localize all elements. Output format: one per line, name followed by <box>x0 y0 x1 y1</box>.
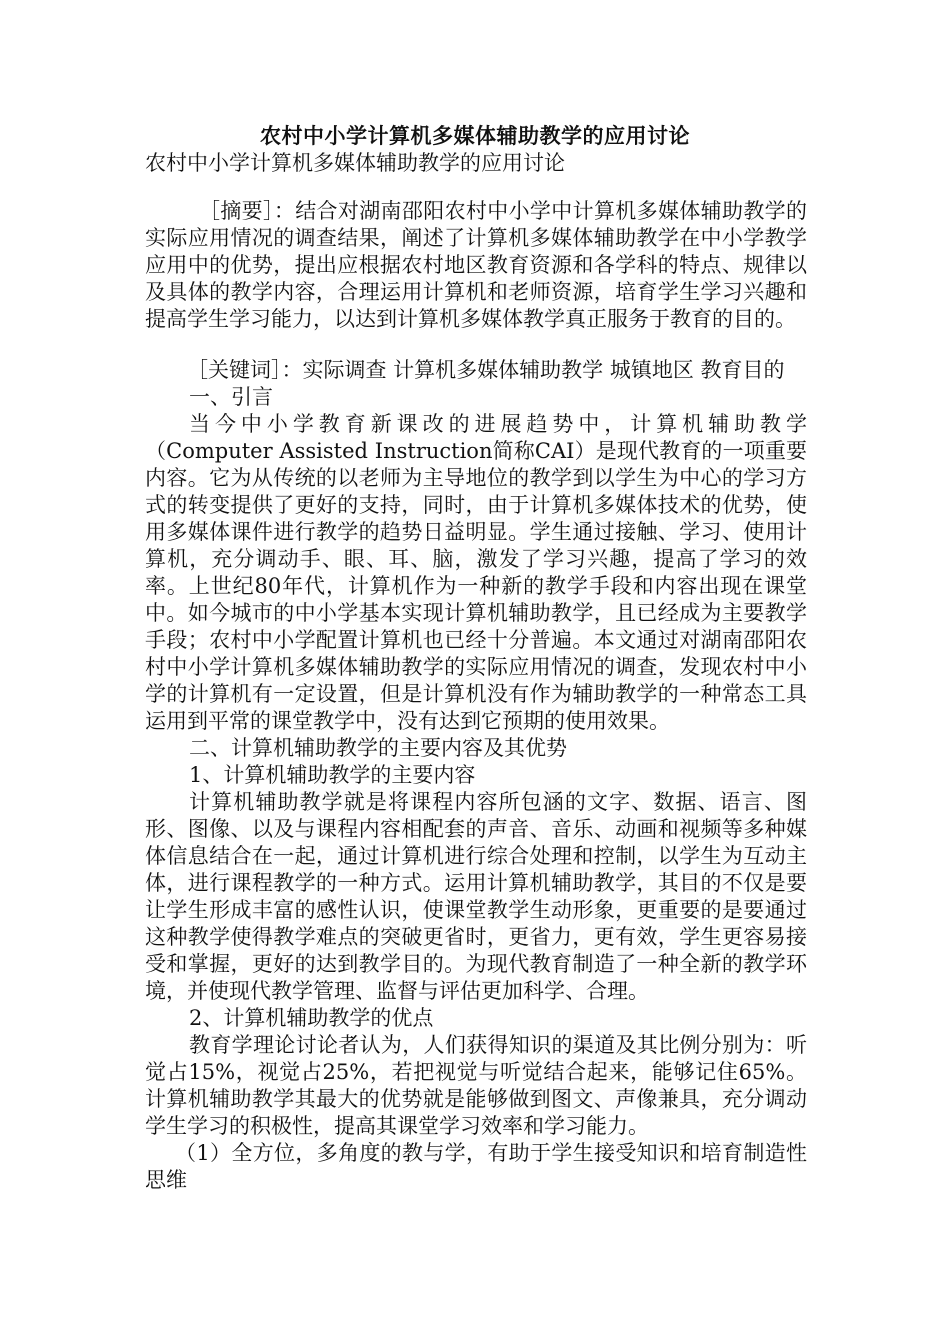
document-subtitle: 农村中小学计算机多媒体辅助教学的应用讨论 <box>145 151 565 175</box>
point-one-paragraph: （1）全方位，多角度的教与学，有助于学生接受知识和培育制造性思维 <box>145 1141 807 1192</box>
subsection-heading-cai-content: 1、计算机辅助教学的主要内容 <box>189 763 476 787</box>
section-heading-introduction: 一、引言 <box>189 385 273 409</box>
section-heading-cai-content-advantages: 二、计算机辅助教学的主要内容及其优势 <box>189 736 567 760</box>
subsection-heading-cai-advantages: 2、计算机辅助教学的优点 <box>189 1006 434 1030</box>
cai-content-paragraph: 计算机辅助教学就是将课程内容所包涵的文字、数据、语言、图形、图像、以及与课程内容相配套的声音、音乐、动画和视频等多种媒体信息结合在一起，通过计算机进行综合处理和控制，以学生为互动主体，进行课程教学的一种方式。运用计算机辅助教学，其目的不仅是要让学生形成丰富的感性认识，使课堂教学生动形象，更重要的是要通过这种教学使得教学难点的突破更省时，更省力，更有效，学生更容易接受和掌握，更好的达到教学目的。为现代教育制造了一种全新的教学环境，并使现代教学管理、监督与评估更加科学、合理。 <box>145 790 807 1003</box>
document-body <box>145 150 807 1194</box>
introduction-paragraph: 当今中小学教育新课改的进展趋势中，计算机辅助教学（Computer Assisted Instruction简称CAI）是现代教育的一项重要内容。它为从传统的以老师为主导地位的教学到以学生为中心的学习方式的转变提供了更好的支持，同时，由于计算机多媒体技术的优势，使用多媒体课件进行教学的趋势日益明显。学生通过接触、学习、使用计算机，充分调动手、眼、耳、脑，激发了学习兴趣，提高了学习的效率。上世纪80年代，计算机作为一种新的教学手段和内容出现在课堂中。如今城市的中小学基本实现计算机辅助教学，且已经成为主要教学手段；农村中小学配置计算机也已经十分普遍。本文通过对湖南邵阳农村中小学计算机多媒体辅助教学的实际应用情况的调查，发现农村中小学的计算机有一定设置，但是计算机没有作为辅助教学的一种常态工具运用到平常的课堂教学中，没有达到它预期的使用效果。 <box>145 412 807 733</box>
keywords-paragraph: ［关键词］：实际调查 计算机多媒体辅助教学 城镇地区 教育目的 <box>187 358 785 382</box>
cai-advantages-paragraph: 教育学理论讨论者认为，人们获得知识的渠道及其比例分别为：听觉占15%，视觉占25%，若把视觉与听觉结合起来，能够记住65%。计算机辅助教学其最大的优势就是能够做到图文、声像兼具，充分调动学生学习的积极性，提高其课堂学习效率和学习能力。 <box>145 1033 807 1138</box>
abstract-paragraph: ［摘要］：结合对湖南邵阳农村中小学中计算机多媒体辅助教学的实际应用情况的调查结果，阐述了计算机多媒体辅助教学在中小学教学应用中的优势，提出应根据农村地区教育资源和各学科的特点、规律以及具体的教学内容，合理运用计算机和老师资源，培育学生学习兴趣和提高学生学习能力，以达到计算机多媒体教学真正服务于教育的目的。 <box>145 199 807 331</box>
document-title: 农村中小学计算机多媒体辅助教学的应用讨论 <box>260 123 690 148</box>
